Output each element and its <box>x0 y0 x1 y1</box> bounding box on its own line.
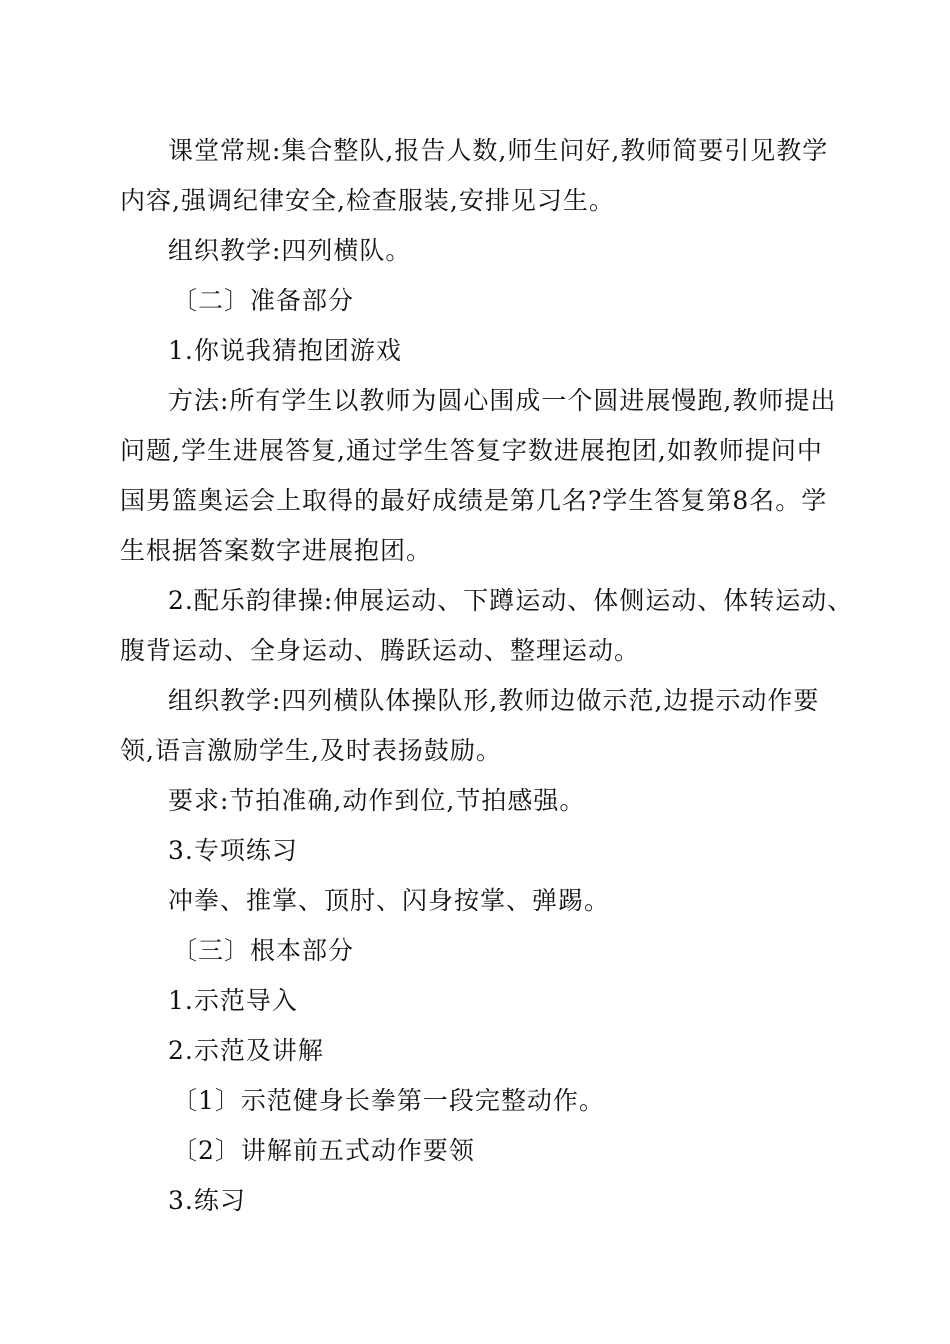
list-item: 1.你说我猜抱团游戏 <box>168 336 402 365</box>
section-heading: 〔三〕根本部分 <box>172 936 355 965</box>
paragraph-line: 要求:节拍准确,动作到位,节拍感强。 <box>168 786 586 815</box>
paragraph-line: 方法:所有学生以教师为圆心围成一个圆进展慢跑,教师提出 <box>168 386 837 415</box>
paragraph-line: 冲拳、推掌、顶肘、闪身按掌、弹踢。 <box>168 886 611 915</box>
paragraph-line: 问题,学生进展答复,通过学生答复字数进展抱团,如教师提问中 <box>120 436 823 465</box>
paragraph-line: 组织教学:四列横队体操队形,教师边做示范,边提示动作要 <box>168 686 820 715</box>
section-heading: 〔二〕准备部分 <box>172 286 355 315</box>
list-item: 3.练习 <box>168 1186 246 1215</box>
list-item: 1.示范导入 <box>168 986 298 1015</box>
paragraph-line: 内容,强调纪律安全,检查服装,安排见习生。 <box>120 186 615 215</box>
list-item: 3.专项练习 <box>168 836 298 865</box>
list-item: 2.示范及讲解 <box>168 1036 324 1065</box>
paragraph-line: 生根据答案数字进展抱团。 <box>120 536 433 565</box>
paragraph-line: 腹背运动、全身运动、腾跃运动、整理运动。 <box>120 636 641 665</box>
list-item: 〔1〕示范健身长拳第一段完整动作。 <box>172 1086 605 1115</box>
paragraph-line: 国男篮奥运会上取得的最好成绩是第几名?学生答复第8名。学 <box>120 486 828 515</box>
list-item: 〔2〕讲解前五式动作要领 <box>172 1136 475 1165</box>
list-item: 2.配乐韵律操:伸展运动、下蹲运动、体侧运动、体转运动、 <box>168 586 854 615</box>
paragraph-line: 领,语言激励学生,及时表扬鼓励。 <box>120 736 502 765</box>
paragraph-line: 课堂常规:集合整队,报告人数,师生问好,教师简要引见教学 <box>168 136 829 165</box>
paragraph-line: 组织教学:四列横队。 <box>168 236 412 265</box>
